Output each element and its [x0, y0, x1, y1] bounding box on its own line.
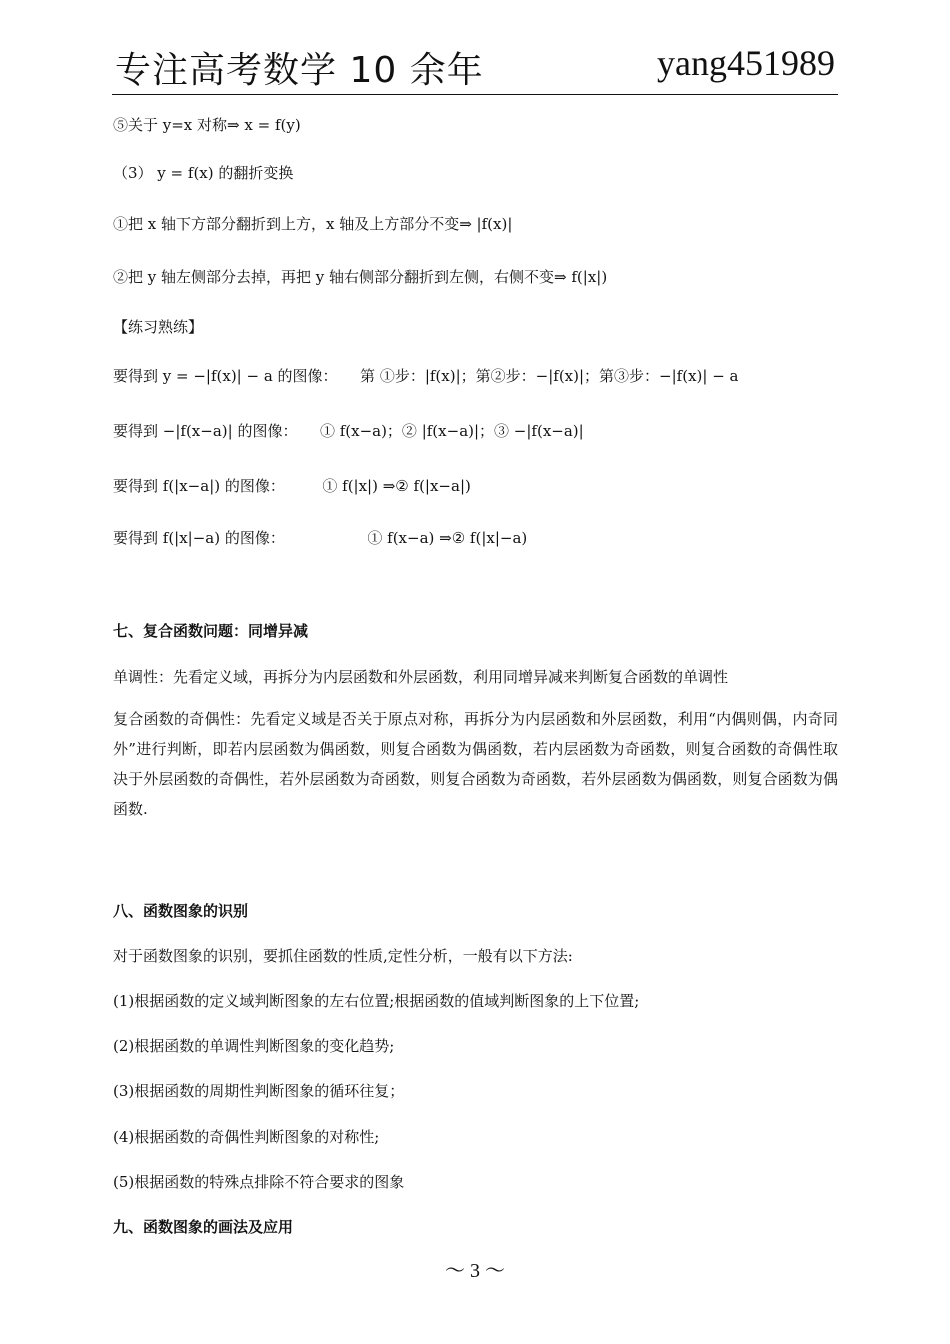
symmetry-yx-line: ⑤关于 y=x 对称⇒ x = f(y) — [113, 116, 301, 134]
practice-example-2: 要得到 −|f(x−a)| 的图像： ① f(x−a)；② |f(x−a)|；③ −|f(x−a)| — [113, 422, 584, 440]
section-7-parity-paragraph: 复合函数的奇偶性：先看定义域是否关于原点对称，再拆分为内层函数和外层函数，利用“内偶则偶，内奇同外”进行判断，即若内层函数为偶函数，则复合函数为偶函数，若内层函数为奇函数，则复合函数的奇偶性取决于外层函数的奇偶性，若外层函数为奇函数，则复合函数为奇函数，若外层函数为偶函数，则复合函数为偶函数. — [113, 710, 838, 818]
section-8-heading: 八、函数图象的识别 — [113, 902, 249, 920]
section-8-method-3: (3)根据函数的周期性判断图象的循环往复； — [113, 1082, 405, 1100]
page-number: ～ 3 ～ — [445, 1260, 505, 1282]
practice-example-1: 要得到 y = −|f(x)| − a 的图像： 第 ①步：|f(x)|；第②步：−|f(x)|；第③步：−|f(x)| − a — [113, 367, 739, 385]
flip-transform-title: （3） y = f(x) 的翻折变换 — [113, 164, 294, 182]
header-divider — [112, 94, 838, 95]
section-7-heading: 七、复合函数问题：同增异减 — [113, 622, 309, 640]
practice-example-3: 要得到 f(|x−a|) 的图像： ① f(|x|) ⇒② f(|x−a|) — [113, 477, 471, 495]
header-author: yang451989 — [657, 43, 835, 83]
section-8-method-2: (2)根据函数的单调性判断图象的变化趋势; — [113, 1037, 395, 1055]
section-8-intro: 对于函数图象的识别，要抓住函数的性质,定性分析，一般有以下方法: — [113, 947, 573, 965]
section-7-monotonicity: 单调性：先看定义域，再拆分为内层函数和外层函数，利用同增异减来判断复合函数的单调性 — [113, 668, 729, 686]
flip-x-axis-line: ①把 x 轴下方部分翻折到上方，x 轴及上方部分不变⇒ |f(x)| — [113, 215, 513, 233]
practice-heading: 【练习熟练】 — [113, 318, 204, 336]
section-8-method-4: (4)根据函数的奇偶性判断图象的对称性; — [113, 1128, 380, 1146]
practice-example-4: 要得到 f(|x|−a) 的图像： ① f(x−a) ⇒② f(|x|−a) — [113, 529, 528, 547]
header-title: 专注高考数学 10 余年 — [115, 50, 484, 91]
section-8-method-5: (5)根据函数的特殊点排除不符合要求的图象 — [113, 1173, 405, 1191]
section-8-method-1: (1)根据函数的定义域判断图象的左右位置;根据函数的值域判断图象的上下位置; — [113, 992, 640, 1010]
section-9-heading: 九、函数图象的画法及应用 — [113, 1218, 294, 1236]
flip-y-axis-line: ②把 y 轴左侧部分去掉，再把 y 轴右侧部分翻折到左侧，右侧不变⇒ f(|x|) — [113, 268, 608, 286]
